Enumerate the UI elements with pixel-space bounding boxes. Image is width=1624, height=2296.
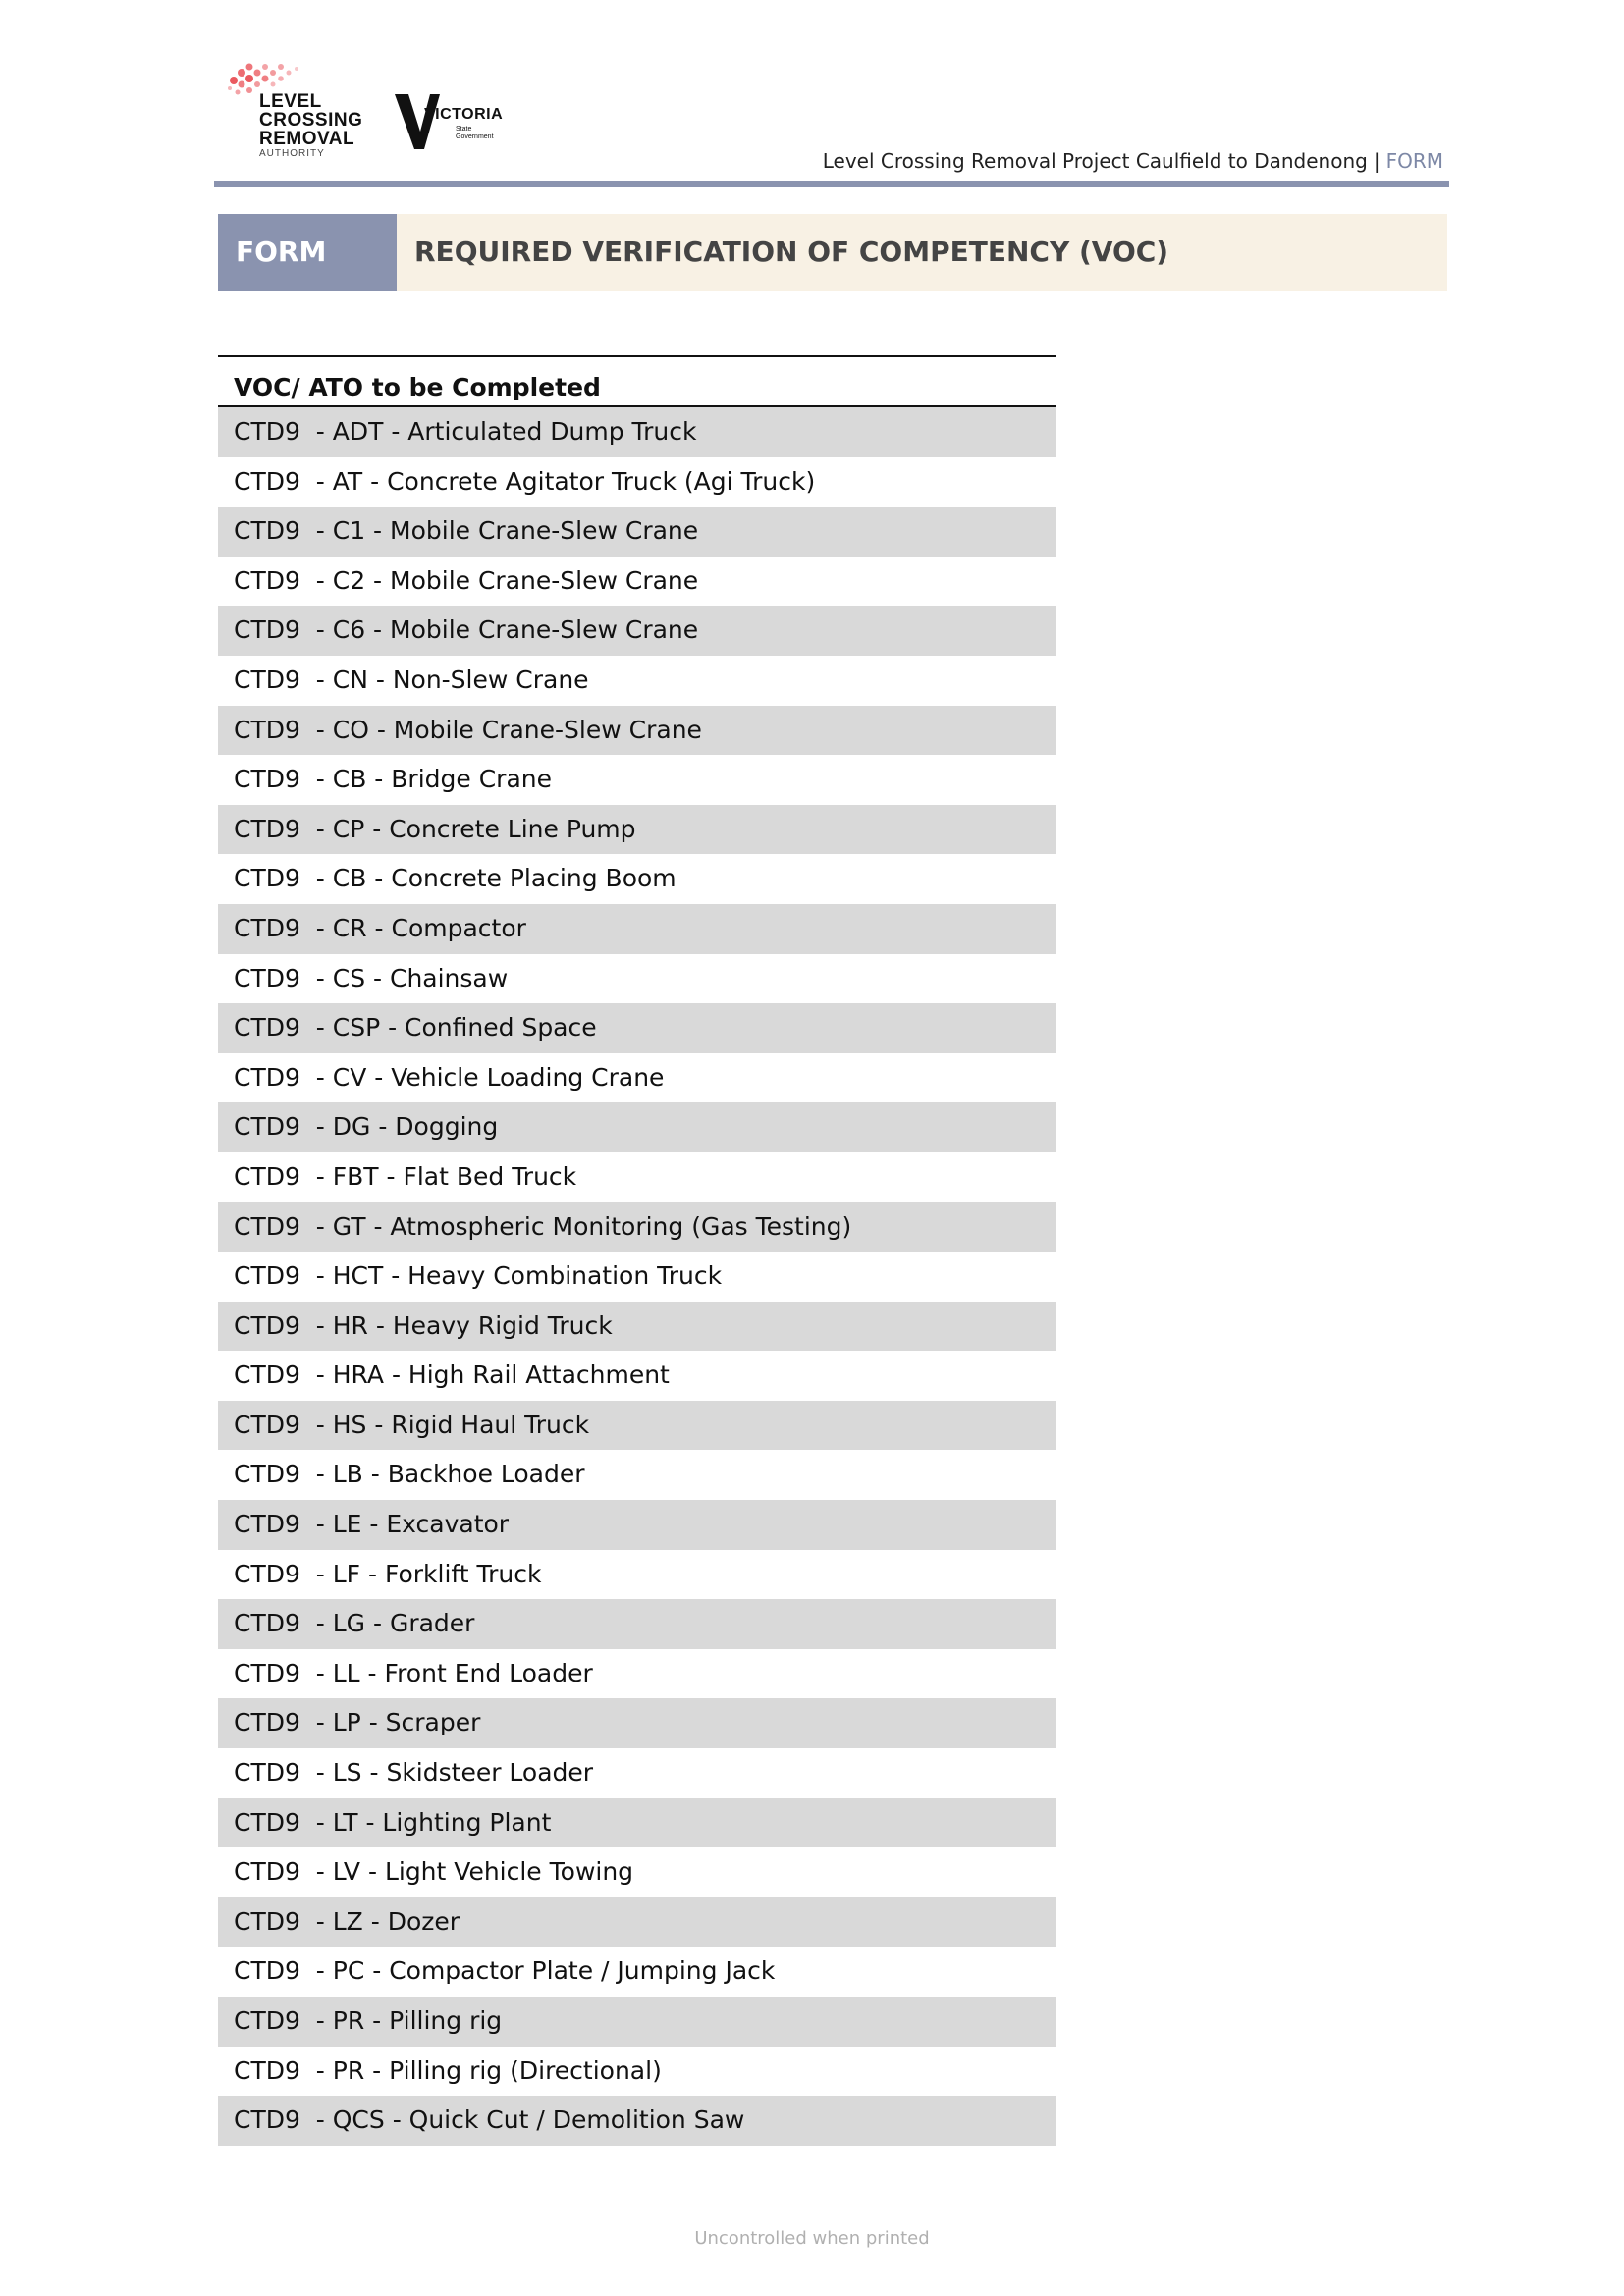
table-row: CTD9 - LB - Backhoe Loader bbox=[234, 1460, 585, 1489]
table-row: CTD9 - QCS - Quick Cut / Demolition Saw bbox=[218, 2096, 1056, 2146]
table-row: CTD9 - CO - Mobile Crane-Slew Crane bbox=[218, 706, 1056, 756]
header-doc-type: FORM bbox=[1385, 149, 1443, 173]
voc-table bbox=[218, 355, 1056, 2146]
banner-form-label: FORM bbox=[218, 214, 397, 291]
table-row: CTD9 - PR - Pilling rig bbox=[218, 1997, 1056, 2047]
table-row: CTD9 - HR - Heavy Rigid Truck bbox=[218, 1302, 1056, 1352]
table-row: CTD9 - LT - Lighting Plant bbox=[218, 1798, 1056, 1848]
table-row: CTD9 - CS - Chainsaw bbox=[234, 963, 509, 992]
table-row: CTD9 - CB - Concrete Placing Boom bbox=[234, 864, 677, 893]
header-project-title bbox=[823, 149, 1443, 173]
victoria-subtext: State Government bbox=[456, 126, 494, 140]
table-row: CTD9 - AT - Concrete Agitator Truck (Agi Truck) bbox=[234, 466, 816, 496]
table-row: CTD9 - CB - Bridge Crane bbox=[234, 765, 552, 794]
table-row: CTD9 - GT - Atmospheric Monitoring (Gas Testing) bbox=[218, 1202, 1056, 1253]
table-row: CTD9 - CSP - Confined Space bbox=[218, 1003, 1056, 1053]
table-row: CTD9 - C2 - Mobile Crane-Slew Crane bbox=[234, 565, 699, 595]
table-row: CTD9 - LG - Grader bbox=[218, 1599, 1056, 1649]
table-row: CTD9 - LP - Scraper bbox=[218, 1698, 1056, 1748]
table-row: CTD9 - HCT - Heavy Combination Truck bbox=[234, 1261, 723, 1291]
lxra-wordmark: LEVEL CROSSING REMOVAL AUTHORITY bbox=[259, 91, 363, 159]
lxra-logo bbox=[222, 59, 369, 167]
table-row: CTD9 - CR - Compactor bbox=[218, 904, 1056, 954]
victoria-government-logo bbox=[395, 94, 503, 149]
table-row: CTD9 - CP - Concrete Line Pump bbox=[218, 805, 1056, 855]
table-row: CTD9 - HS - Rigid Haul Truck bbox=[218, 1401, 1056, 1451]
table-rows bbox=[218, 407, 1056, 2146]
table-row: CTD9 - CN - Non-Slew Crane bbox=[234, 665, 589, 694]
table-row: CTD9 - LZ - Dozer bbox=[218, 1897, 1056, 1948]
table-row: CTD9 - HRA - High Rail Attachment bbox=[234, 1361, 670, 1390]
footer-note: Uncontrolled when printed bbox=[694, 2228, 930, 2249]
banner-title: REQUIRED VERIFICATION OF COMPETENCY (VOC) bbox=[397, 214, 1447, 291]
header-separator: | bbox=[1373, 149, 1380, 173]
table-row: CTD9 - LE - Excavator bbox=[218, 1500, 1056, 1550]
table-row: CTD9 - FBT - Flat Bed Truck bbox=[234, 1161, 577, 1191]
table-row: CTD9 - C6 - Mobile Crane-Slew Crane bbox=[218, 606, 1056, 656]
title-banner bbox=[218, 214, 1447, 291]
header-rule bbox=[214, 181, 1449, 187]
table-row: CTD9 - PC - Compactor Plate / Jumping Jack bbox=[234, 1956, 776, 1986]
table-row: CTD9 - ADT - Articulated Dump Truck bbox=[218, 407, 1056, 457]
table-header: VOC/ ATO to be Completed bbox=[218, 357, 1056, 407]
table-row: CTD9 - LF - Forklift Truck bbox=[234, 1559, 542, 1588]
table-row: CTD9 - DG - Dogging bbox=[218, 1102, 1056, 1152]
table-row: CTD9 - LV - Light Vehicle Towing bbox=[234, 1857, 634, 1887]
table-row: CTD9 - LL - Front End Loader bbox=[234, 1658, 593, 1687]
project-title: Level Crossing Removal Project Caulfield to Dandenong bbox=[822, 149, 1368, 173]
table-row: CTD9 - LS - Skidsteer Loader bbox=[234, 1758, 594, 1788]
table-row: CTD9 - CV - Vehicle Loading Crane bbox=[234, 1062, 665, 1092]
victoria-wordmark: VICTORIA bbox=[424, 106, 504, 123]
table-row: CTD9 - PR - Pilling rig (Directional) bbox=[234, 2056, 662, 2085]
table-row: CTD9 - C1 - Mobile Crane-Slew Crane bbox=[218, 507, 1056, 557]
